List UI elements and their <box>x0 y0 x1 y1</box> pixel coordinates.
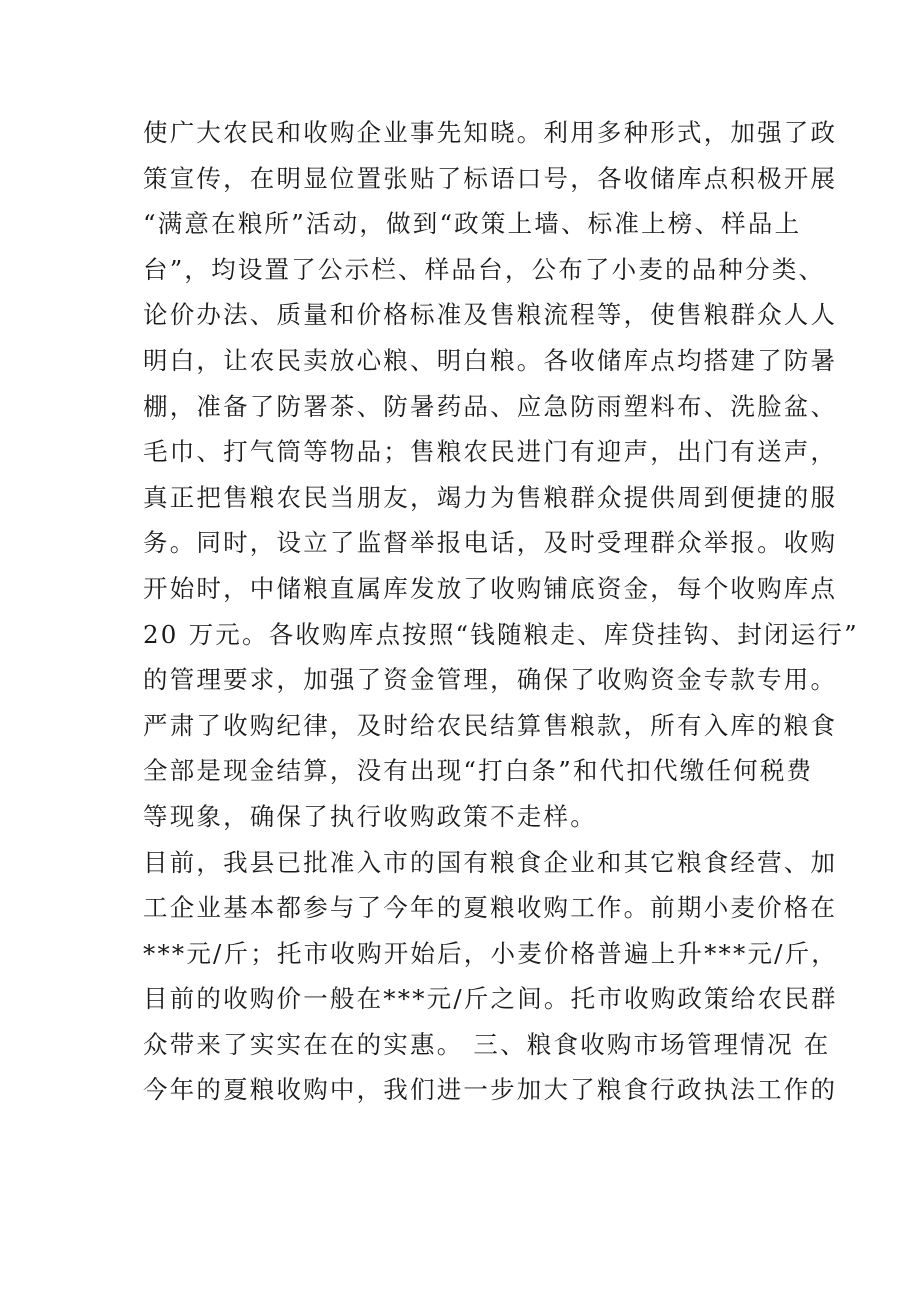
text-line: 使广大农民和收购企业事先知晓。利用多种形式，加强了政 <box>143 118 838 147</box>
text-line: 开始时，中储粮直属库发放了收购铺底资金，每个收购库点 <box>143 573 838 603</box>
text-line: 棚，准备了防署茶、防暑药品、应急防雨塑料布、洗脸盆、 <box>143 391 838 421</box>
text-line: 策宣传，在明显位置张贴了标语口号，各收储库点积极开展 <box>143 163 838 193</box>
text-line: 的管理要求，加强了资金管理，确保了收购资金专款专用。 <box>143 665 838 695</box>
text-line: 全部是现金结算，没有出现“打白条”和代扣代缴任何税费 <box>143 756 814 786</box>
text-line: 务。同时，设立了监督举报电话，及时受理群众举报。收购 <box>143 528 838 558</box>
text-line: 毛巾、打气筒等物品；售粮农民进门有迎声，出门有送声， <box>143 437 838 467</box>
text-line: 目前，我县已批准入市的国有粮食企业和其它粮食经营、加 <box>143 847 838 877</box>
text-line: 20 万元。各收购库点按照“钱随粮走、库贷挂钩、封闭运行” <box>143 619 859 649</box>
text-line: 明白，让农民卖放心粮、明白粮。各收储库点均搭建了防暑 <box>143 345 838 375</box>
text-line: “满意在粮所”活动，做到“政策上墙、标准上榜、样品上 <box>143 209 802 239</box>
text-line: 今年的夏粮收购中，我们进一步加大了粮食行政执法工作的 <box>143 1075 838 1105</box>
text-line: 真正把售粮农民当朋友，竭力为售粮群众提供周到便捷的服 <box>143 482 838 512</box>
text-line: ***元/斤；托市收购开始后，小麦价格普遍上升***元/斤， <box>143 938 839 968</box>
text-line: 工企业基本都参与了今年的夏粮收购工作。前期小麦价格在 <box>143 893 838 923</box>
text-line: 论价办法、质量和价格标准及售粮流程等，使售粮群众人人 <box>143 300 838 330</box>
text-line: 目前的收购价一般在***元/斤之间。托市收购政策给农民群 <box>143 984 838 1014</box>
document-body-text <box>143 110 859 1113</box>
text-line: 严肃了收购纪律，及时给农民结算售粮款，所有入库的粮食 <box>143 710 838 740</box>
text-line: 等现象，确保了执行收购政策不走样。 <box>143 801 597 831</box>
text-line: 众带来了实实在在的实惠。 三、粮食收购市场管理情况 在 <box>143 1029 831 1059</box>
text-line: 台”，均设置了公示栏、样品台，公布了小麦的品种分类、 <box>143 254 826 284</box>
